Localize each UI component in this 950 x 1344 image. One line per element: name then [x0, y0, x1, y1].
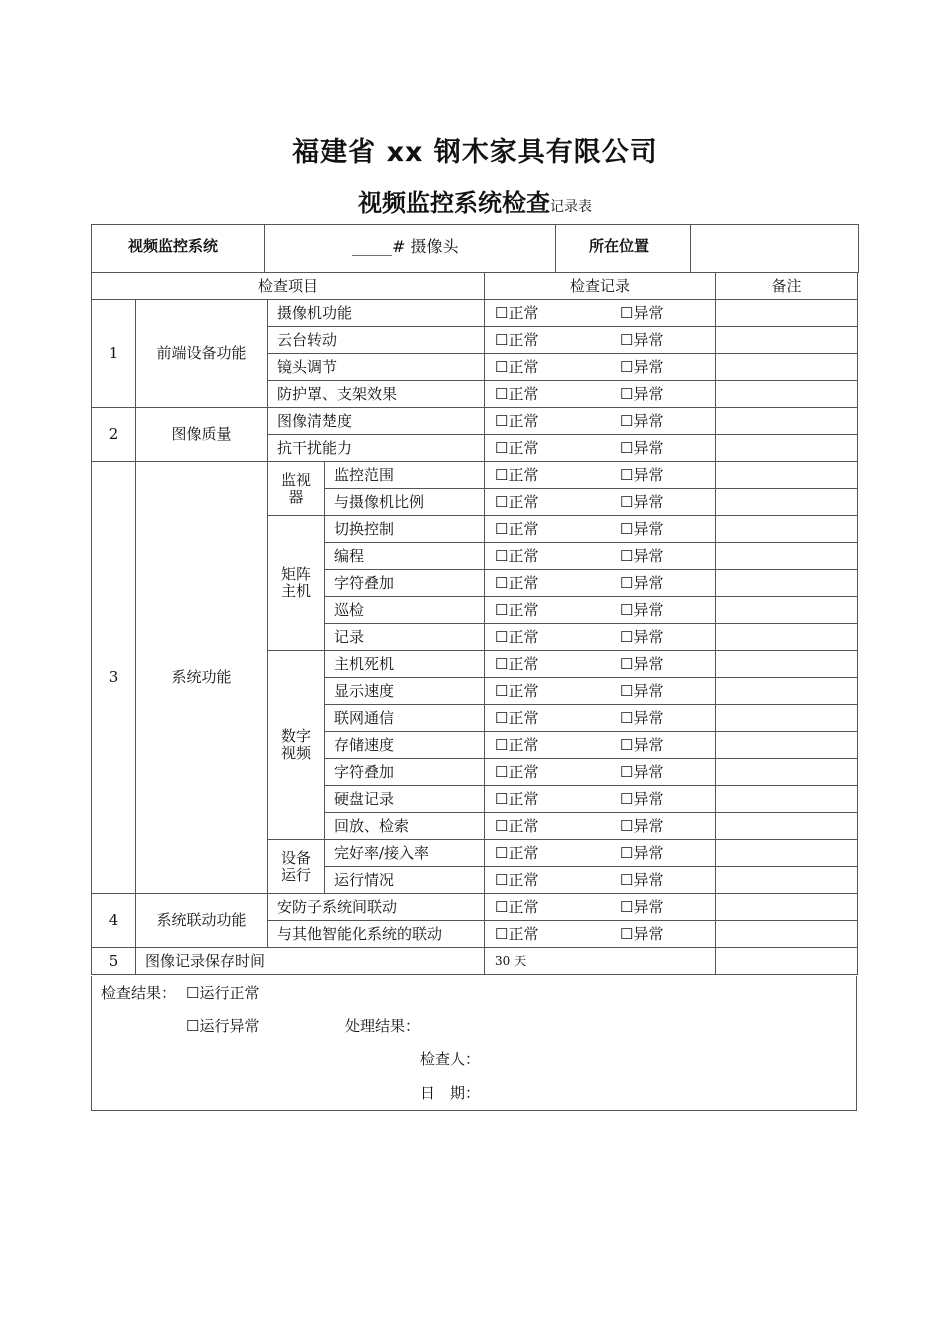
abnormal-checkbox[interactable]: ☐异常: [620, 654, 664, 673]
item-label: 图像清楚度: [268, 408, 485, 435]
item-label: 主机死机: [325, 651, 485, 678]
abnormal-checkbox[interactable]: ☐异常: [620, 627, 664, 646]
record-cell: [485, 705, 716, 732]
group-label-line: 数字: [280, 727, 311, 745]
normal-checkbox[interactable]: ☐正常: [495, 546, 539, 565]
record-cell: [485, 894, 716, 921]
item-label: 字符叠加: [325, 570, 485, 597]
item-label: 巡检: [325, 597, 485, 624]
group-label-line: 监视: [280, 470, 311, 489]
inspector-label: 检查人：: [420, 1050, 481, 1068]
camera-field[interactable]: [352, 234, 459, 257]
record-cell: [485, 516, 716, 543]
item-label: 联网通信: [325, 705, 485, 732]
record-cell: [485, 354, 716, 381]
item-label: 回放、检索: [325, 813, 485, 840]
normal-checkbox[interactable]: ☐正常: [495, 384, 539, 403]
normal-checkbox[interactable]: ☐正常: [495, 411, 539, 430]
normal-checkbox[interactable]: ☐正常: [495, 789, 539, 808]
table-row: [92, 300, 858, 327]
column-header-row: [92, 273, 858, 300]
system-label: 视频监控系统: [128, 237, 219, 255]
normal-checkbox[interactable]: ☐正常: [495, 573, 539, 592]
section-name: 系统联动功能: [136, 894, 268, 948]
form-title: [0, 183, 950, 218]
col-note: 备注: [716, 273, 858, 300]
note-cell[interactable]: [716, 381, 858, 408]
item-label: 与摄像机比例: [325, 489, 485, 516]
item-label: 镜头调节: [268, 354, 485, 381]
record-cell: [485, 570, 716, 597]
camera-label: # 摄像头: [392, 237, 459, 256]
record-cell: [485, 597, 716, 624]
abnormal-checkbox[interactable]: ☐异常: [620, 519, 664, 538]
item-label: 完好率/接入率: [325, 840, 485, 867]
normal-checkbox[interactable]: ☐正常: [495, 492, 539, 511]
note-cell[interactable]: [716, 597, 858, 624]
abnormal-checkbox[interactable]: ☐异常: [620, 789, 664, 808]
abnormal-checkbox[interactable]: ☐异常: [620, 762, 664, 781]
note-cell[interactable]: [716, 489, 858, 516]
item-label: 存储速度: [325, 732, 485, 759]
form-title-suffix: 记录表: [550, 199, 592, 215]
section-name: 图像记录保存时间: [136, 948, 485, 975]
result-abnormal-checkbox[interactable]: ☐运行异常: [186, 1017, 260, 1035]
result-label: 检查结果：: [101, 984, 177, 1002]
record-cell: [485, 408, 716, 435]
note-cell[interactable]: [716, 327, 858, 354]
note-cell[interactable]: [716, 732, 858, 759]
note-cell[interactable]: [716, 948, 858, 975]
record-cell: [485, 840, 716, 867]
section-name: 系统功能: [136, 462, 268, 894]
abnormal-checkbox[interactable]: ☐异常: [620, 924, 664, 943]
item-label: 记录: [325, 624, 485, 651]
group-label-monitor: [268, 462, 325, 516]
item-label: 与其他智能化系统的联动: [268, 921, 485, 948]
normal-checkbox[interactable]: ☐正常: [495, 762, 539, 781]
record-cell: [485, 678, 716, 705]
abnormal-checkbox[interactable]: ☐异常: [620, 843, 664, 862]
note-cell[interactable]: [716, 300, 858, 327]
normal-checkbox[interactable]: ☐正常: [495, 816, 539, 835]
item-label: 编程: [325, 543, 485, 570]
record-cell: [485, 435, 716, 462]
note-cell[interactable]: [716, 786, 858, 813]
note-cell[interactable]: [716, 543, 858, 570]
normal-checkbox[interactable]: ☐正常: [495, 627, 539, 646]
abnormal-checkbox[interactable]: ☐异常: [620, 600, 664, 619]
item-label: 显示速度: [325, 678, 485, 705]
date-label: 日 期：: [420, 1084, 481, 1102]
header-divider-3: [690, 224, 691, 273]
group-label-line: 视频: [280, 744, 311, 762]
record-cell: [485, 462, 716, 489]
section-no: 2: [92, 408, 136, 462]
group-label-matrix: [268, 516, 325, 651]
normal-checkbox[interactable]: ☐正常: [495, 303, 539, 322]
abnormal-checkbox[interactable]: ☐异常: [620, 492, 664, 511]
group-label-line: 设备: [280, 848, 311, 867]
record-cell: [485, 489, 716, 516]
group-label-line: 矩阵: [280, 565, 311, 583]
item-label: 防护罩、支架效果: [268, 381, 485, 408]
record-cell: [485, 921, 716, 948]
item-label: 切换控制: [325, 516, 485, 543]
note-cell[interactable]: [716, 516, 858, 543]
record-cell: [485, 867, 716, 894]
group-label-line: 运行: [280, 865, 311, 884]
record-cell: [485, 381, 716, 408]
camera-blank: _____: [352, 237, 392, 256]
note-cell[interactable]: [716, 921, 858, 948]
abnormal-checkbox[interactable]: ☐异常: [620, 411, 664, 430]
abnormal-checkbox[interactable]: ☐异常: [620, 438, 664, 457]
item-label: 字符叠加: [325, 759, 485, 786]
table-row: [92, 894, 858, 921]
abnormal-checkbox[interactable]: ☐异常: [620, 303, 664, 322]
normal-checkbox[interactable]: ☐正常: [495, 357, 539, 376]
abnormal-checkbox[interactable]: ☐异常: [620, 330, 664, 349]
normal-checkbox[interactable]: ☐正常: [495, 681, 539, 700]
item-label: 抗干扰能力: [268, 435, 485, 462]
abnormal-checkbox[interactable]: ☐异常: [620, 816, 664, 835]
group-label-device: [268, 840, 325, 894]
inspection-table: [91, 272, 858, 975]
record-cell: [485, 732, 716, 759]
section-no: 3: [92, 462, 136, 894]
record-cell: [485, 786, 716, 813]
abnormal-checkbox[interactable]: ☐异常: [620, 546, 664, 565]
record-cell: [485, 300, 716, 327]
form-title-main: 视频监控系统检查: [358, 189, 550, 217]
normal-checkbox[interactable]: ☐正常: [495, 870, 539, 889]
record-cell: [485, 327, 716, 354]
item-label: 摄像机功能: [268, 300, 485, 327]
group-label-line: 主机: [280, 582, 311, 600]
abnormal-checkbox[interactable]: ☐异常: [620, 357, 664, 376]
normal-checkbox[interactable]: ☐正常: [495, 924, 539, 943]
header-divider-1: [264, 224, 265, 273]
normal-checkbox[interactable]: ☐正常: [495, 735, 539, 754]
abnormal-checkbox[interactable]: ☐异常: [620, 870, 664, 889]
section-no: 1: [92, 300, 136, 408]
record-cell: [485, 759, 716, 786]
note-cell[interactable]: [716, 705, 858, 732]
note-cell[interactable]: [716, 435, 858, 462]
abnormal-checkbox[interactable]: ☐异常: [620, 465, 664, 484]
normal-checkbox[interactable]: ☐正常: [495, 708, 539, 727]
section-no: 4: [92, 894, 136, 948]
group-label-digital: [268, 651, 325, 840]
note-cell[interactable]: [716, 678, 858, 705]
item-label: 硬盘记录: [325, 786, 485, 813]
company-title: 福建省 xx 钢木家具有限公司: [292, 137, 658, 168]
abnormal-checkbox[interactable]: ☐异常: [620, 708, 664, 727]
note-cell[interactable]: [716, 354, 858, 381]
section-no: 5: [92, 948, 136, 975]
abnormal-checkbox[interactable]: ☐异常: [620, 573, 664, 592]
note-cell[interactable]: [716, 651, 858, 678]
abnormal-checkbox[interactable]: ☐异常: [620, 897, 664, 916]
item-label: 安防子系统间联动: [268, 894, 485, 921]
table-row: [92, 408, 858, 435]
note-cell[interactable]: [716, 408, 858, 435]
note-cell[interactable]: [716, 840, 858, 867]
note-cell[interactable]: [716, 570, 858, 597]
note-cell[interactable]: [716, 624, 858, 651]
result-normal-checkbox[interactable]: ☐运行正常: [186, 984, 260, 1002]
record-cell: [485, 543, 716, 570]
header-divider-2: [555, 224, 556, 273]
record-cell: [485, 813, 716, 840]
normal-checkbox[interactable]: ☐正常: [495, 519, 539, 538]
normal-checkbox[interactable]: ☐正常: [495, 600, 539, 619]
note-cell[interactable]: [716, 462, 858, 489]
col-record: 检查记录: [485, 273, 716, 300]
handling-label: 处理结果：: [345, 1017, 421, 1035]
section-name: 图像质量: [136, 408, 268, 462]
item-label: 运行情况: [325, 867, 485, 894]
section-name: 前端设备功能: [136, 300, 268, 408]
table-row: [92, 948, 858, 975]
item-label: 监控范围: [325, 462, 485, 489]
note-cell[interactable]: [716, 813, 858, 840]
abnormal-checkbox[interactable]: ☐异常: [620, 384, 664, 403]
group-label-line: 器: [288, 487, 304, 506]
abnormal-checkbox[interactable]: ☐异常: [620, 735, 664, 754]
item-label: 云台转动: [268, 327, 485, 354]
location-label: 所在位置: [589, 237, 650, 255]
record-cell: [485, 651, 716, 678]
note-cell[interactable]: [716, 894, 858, 921]
abnormal-checkbox[interactable]: ☐异常: [620, 681, 664, 700]
note-cell[interactable]: [716, 867, 858, 894]
record-cell: [485, 624, 716, 651]
retention-value[interactable]: 30 天: [485, 948, 716, 975]
normal-checkbox[interactable]: ☐正常: [495, 654, 539, 673]
normal-checkbox[interactable]: ☐正常: [495, 438, 539, 457]
note-cell[interactable]: [716, 759, 858, 786]
table-row: [92, 462, 858, 489]
normal-checkbox[interactable]: ☐正常: [495, 330, 539, 349]
normal-checkbox[interactable]: ☐正常: [495, 897, 539, 916]
normal-checkbox[interactable]: ☐正常: [495, 843, 539, 862]
inspection-footer: [91, 976, 857, 1111]
normal-checkbox[interactable]: ☐正常: [495, 465, 539, 484]
col-item: 检查项目: [92, 273, 485, 300]
